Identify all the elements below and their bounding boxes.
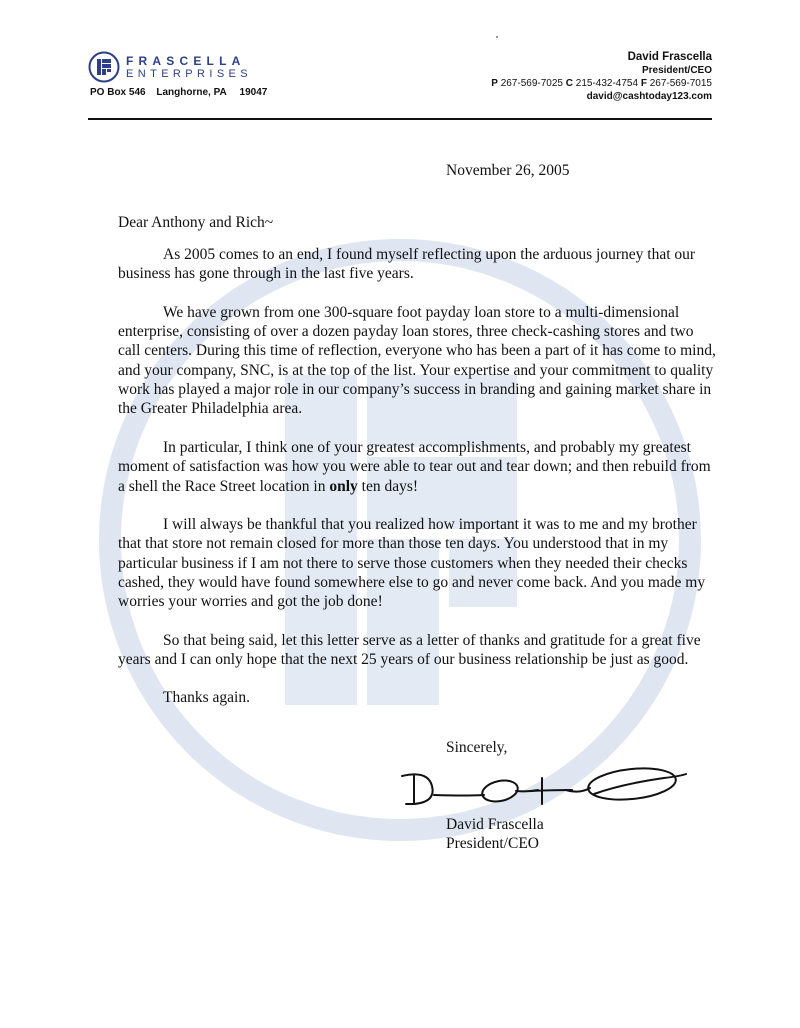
phone-label: P	[491, 78, 498, 89]
paragraph-2: We have grown from one 300-square foot payday loan store to a multi-dimensional enterprise, consisting of over a dozen payday loan stores, three check-cashing stores and two call centers. During this time of reflection, everyone who has been a part of it has come to mind, and your company, SNC, is at the top of the list. Your expertise and your commitment to quality work has played a major role in our company’s success in branding and gaining market share in the Greater Philadelphia area.	[118, 303, 716, 418]
sign-off: Sincerely,	[446, 739, 508, 756]
fax-number: 267-569-7015	[649, 78, 712, 89]
address-city: Langhorne, PA	[156, 87, 227, 98]
letterhead-divider	[88, 118, 712, 120]
contact-title: President/CEO	[641, 65, 712, 76]
fax-label: F	[640, 78, 647, 89]
cell-label: C	[565, 78, 573, 89]
letter-date: November 26, 2005	[446, 162, 570, 179]
company-address	[90, 87, 267, 98]
company-name: FRASCELLA	[126, 53, 246, 68]
contact-email: david@cashtoday123.com	[586, 91, 712, 102]
company-logo	[88, 51, 252, 83]
address-po-box: PO Box 546	[90, 87, 146, 98]
paragraph-4: I will always be thankful that you realized how important it was to me and my brother that that store not remain closed for more than those ten days. You understood that in my particular business if I am not there to serve those customers when they needed their checks cashed, they would have found somewhere else to go and never come back. And you made my worries your worries and got the job done!	[118, 516, 706, 611]
paragraph-3-end: ten days!	[361, 477, 419, 495]
signer-title: President/CEO	[446, 835, 539, 852]
company-subtitle: ENTERPRISES	[126, 67, 253, 80]
signature-block	[446, 815, 544, 853]
address-zip: 19047	[239, 87, 268, 98]
frascella-logo-icon	[88, 51, 120, 83]
closing-line: Thanks again.	[163, 689, 250, 706]
emphasis-only: only	[329, 477, 358, 495]
contact-name: David Frascella	[627, 51, 712, 63]
salutation: Dear Anthony and Rich~	[118, 214, 274, 231]
cell-number: 215-432-4754	[575, 78, 639, 89]
signer-name: David Frascella	[446, 816, 544, 833]
contact-phones	[491, 77, 712, 90]
phone-number: 267-569-7025	[500, 78, 563, 89]
paragraph-3	[118, 438, 718, 496]
contact-block	[491, 51, 712, 103]
letter-body	[118, 245, 718, 689]
paragraph-5: So that being said, let this letter serve as a letter of thanks and gratitude for a great five years and I can only hope that the next 25 years of our business relationship be just as good.	[118, 631, 701, 669]
scan-speck	[496, 36, 498, 38]
paragraph-3-text: In particular, I think one of your greatest accomplishments, and probably my greatest moment of satisfaction was how you were able to tear out and tear down; and then rebuild from a shell the Race Street location in	[118, 438, 711, 495]
paragraph-1: As 2005 comes to an end, I found myself reflecting upon the arduous journey that our business has gone through in the last five years.	[118, 246, 696, 283]
handwritten-signature	[396, 764, 696, 814]
